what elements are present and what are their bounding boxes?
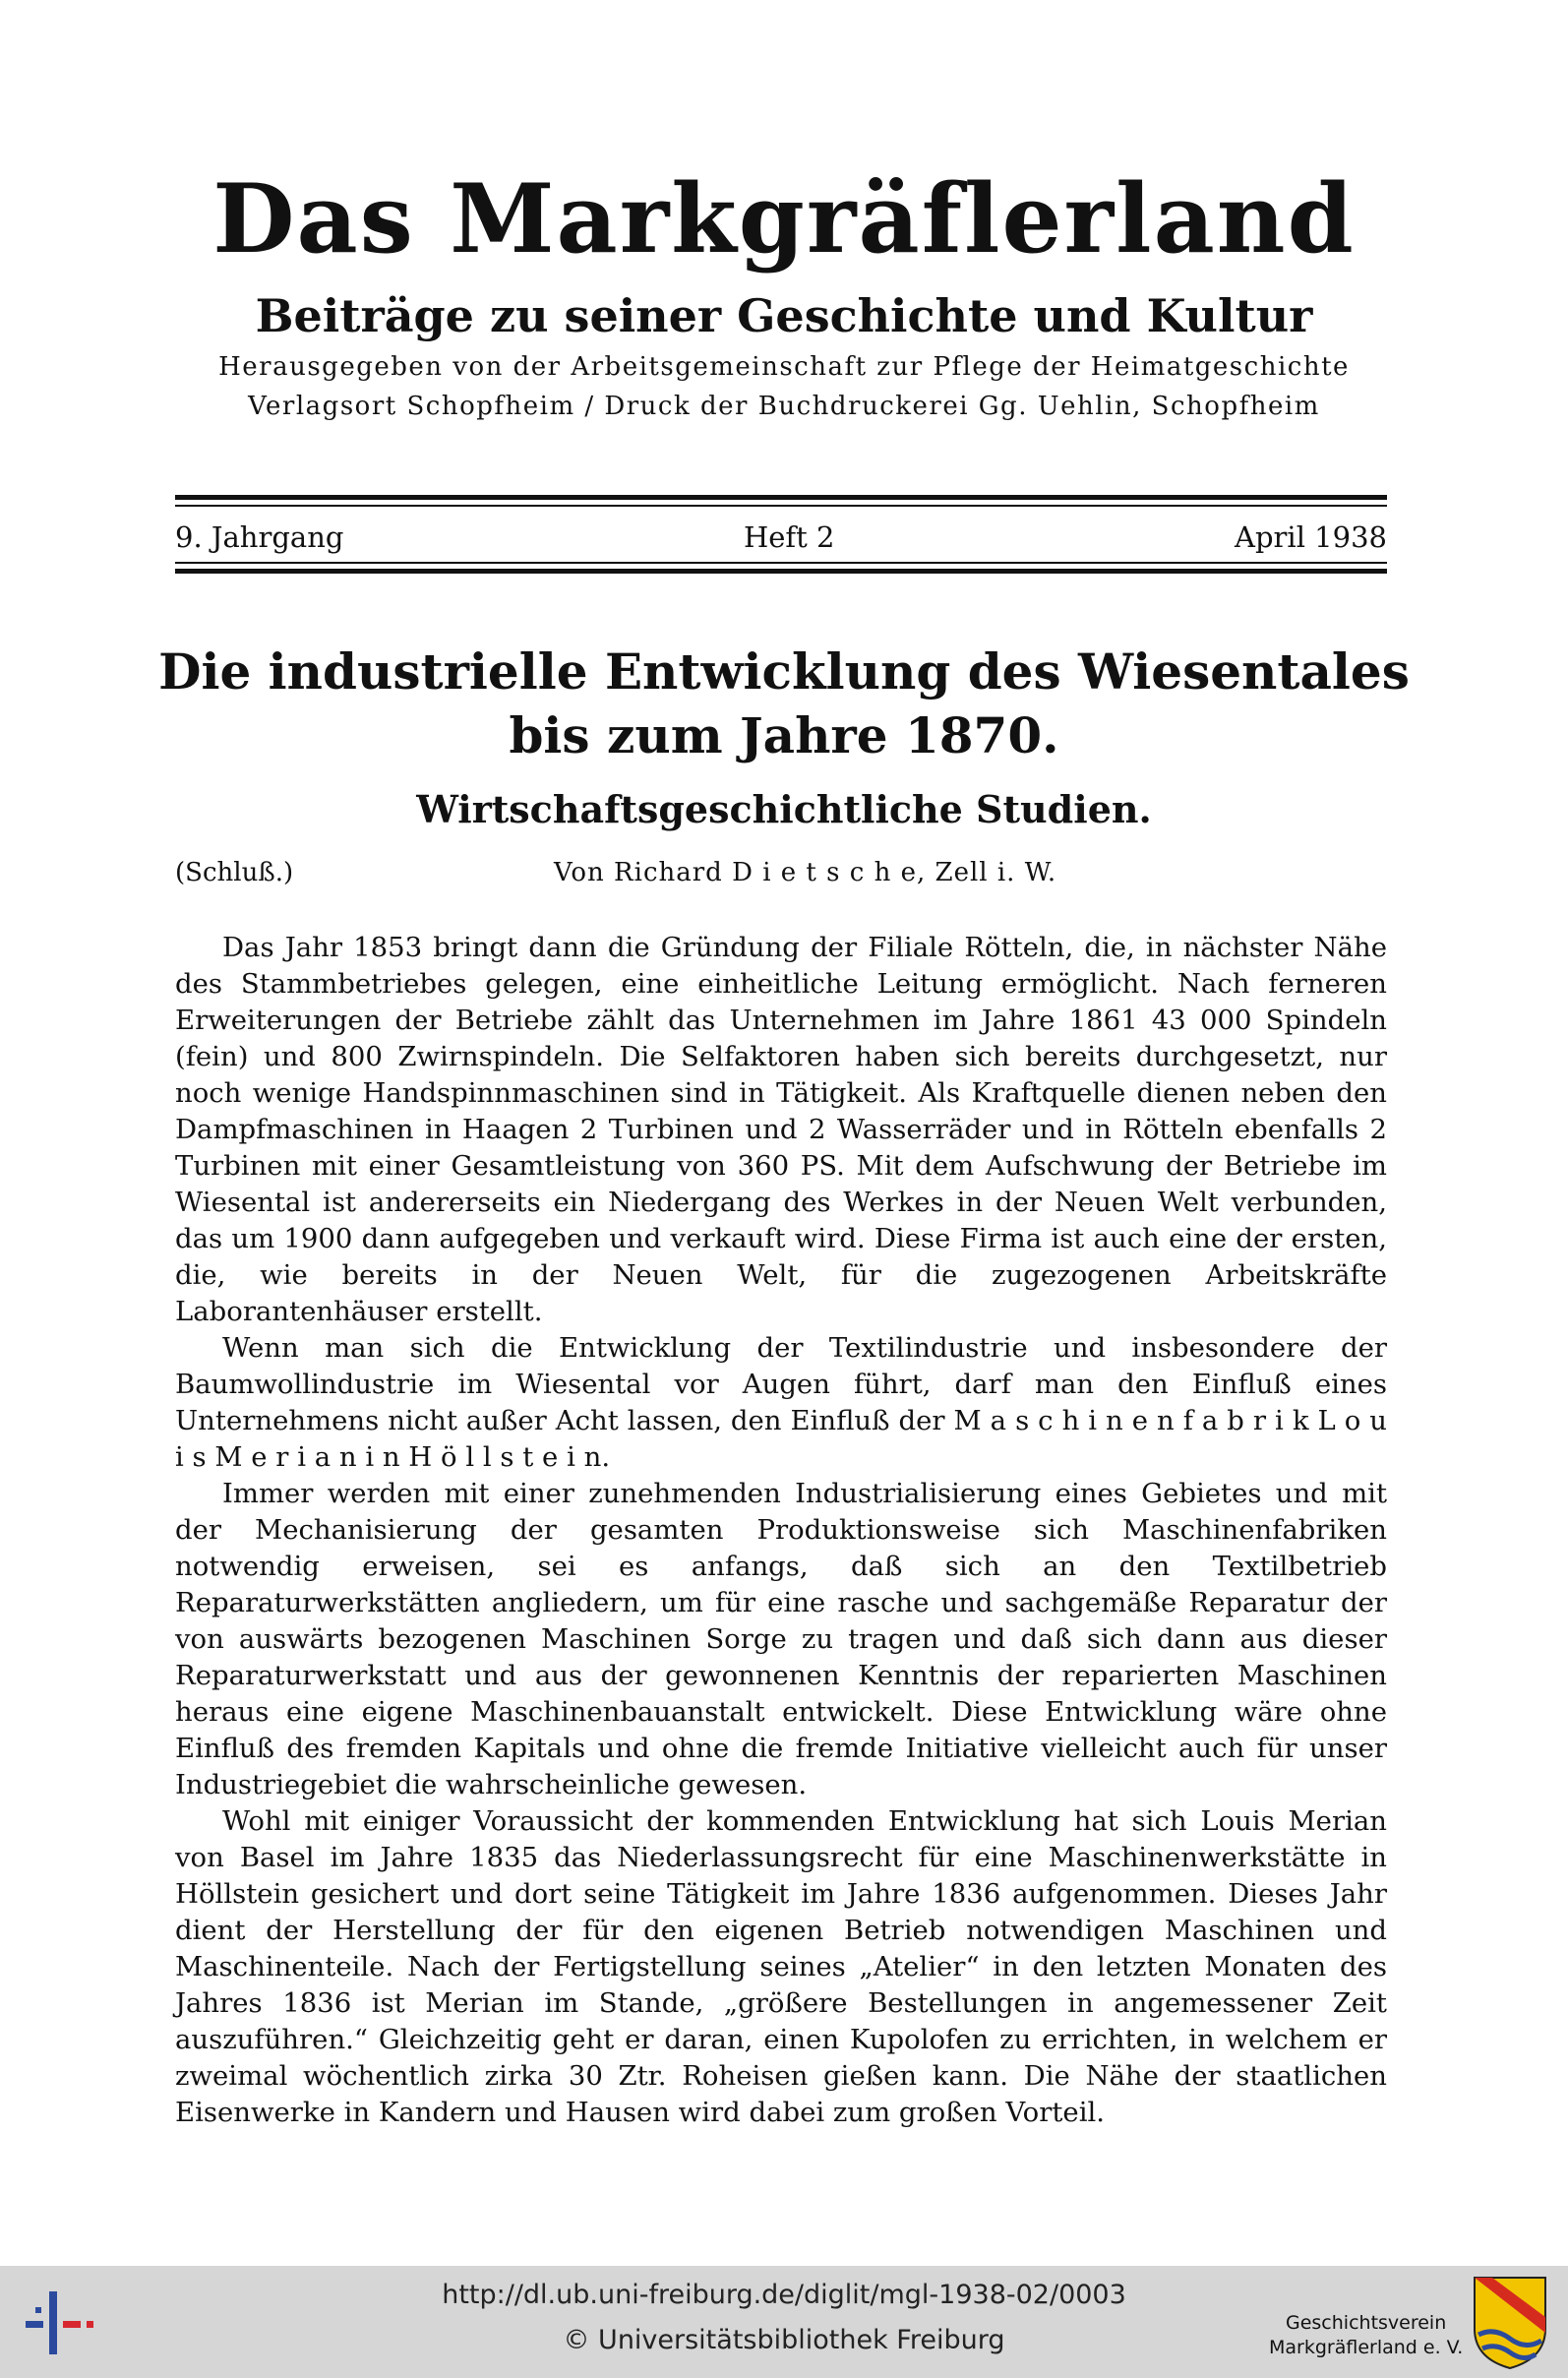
article-subtitle: Wirtschaftsgeschichtliche Studien. xyxy=(416,787,1152,831)
volume-label: 9. Jahrgang xyxy=(175,520,344,554)
article-title xyxy=(0,640,1568,767)
paragraph: Wenn man sich die Entwicklung der Textilindustrie und insbesondere der Baumwollindustrie im Wiesental vor Augen führt, darf man den Einfluß eines Unternehmens nicht außer Acht lassen, den Einfluß der M a s c h i n e n f a b r i k L o u i s M e r i a n i n H ö l l s t e i n. xyxy=(175,1332,1387,1473)
bottom-thick-rule xyxy=(175,569,1387,574)
article-title-line-2: bis zum Jahre 1870. xyxy=(509,706,1059,764)
continuation-note: (Schluß.) xyxy=(175,858,294,887)
society-name-line-2: Markgräflerland e. V. xyxy=(1269,2337,1464,2358)
paragraph: Das Jahr 1853 bringt dann die Gründung der Filiale Rötteln, die, in nächster Nähe des Stammbetriebes gelegen, eine einheitliche Leitung ermöglicht. Nach ferneren Erweiterungen der Betriebe zählt das Unternehmen im Jahre 1861 43 000 Spindeln (fein) und 800 Zwirnspindeln. Die Selfaktoren haben sich bereits durchgesetzt, nur noch wenige Handspinnmaschinen sind in Tätigkeit. Als Kraftquelle dienen neben den Dampfmaschinen in Haagen 2 Turbinen und 2 Wasserräder und in Rötteln ebenfalls 2 Turbinen mit einer Gesamtleistung von 360 PS. Mit dem Aufschwung der Betriebe im Wiesental ist andererseits ein Niedergang des Werkes in der Neuen Welt verbunden, das um 1900 dann aufgegeben und verkauft wird. Diese Firma ist auch eine der ersten, die, wie bereits in der Neuen Welt, für die zugezogenen Arbeitskräfte Laborantenhäuser erstellt. xyxy=(175,932,1387,1327)
copyright-notice: © Universitätsbibliothek Freiburg xyxy=(563,2325,1005,2355)
journal-subtitle: Beiträge zu seiner Geschichte und Kultur xyxy=(255,288,1313,342)
author-byline: Von Richard D i e t s c h e, Zell i. W. xyxy=(554,858,1057,887)
top-thick-rule xyxy=(175,495,1387,500)
publisher-line-2: Verlagsort Schopfheim / Druck der Buchdruckerei Gg. Uehlin, Schopfheim xyxy=(248,391,1320,421)
article-body xyxy=(175,930,1387,2131)
society-name-line-1: Geschichtsverein xyxy=(1286,2312,1447,2334)
bottom-thin-rule xyxy=(175,562,1387,564)
article-title-line-1: Die industrielle Entwicklung des Wiesentales xyxy=(158,642,1410,701)
issue-info-row xyxy=(175,515,1387,560)
publisher-line-1: Herausgegeben von der Arbeitsgemeinschaft zur Pflege der Heimatgeschichte xyxy=(218,351,1350,382)
top-thin-rule xyxy=(175,505,1387,507)
paragraph: Immer werden mit einer zunehmenden Industrialisierung eines Gebietes und mit der Mechanisierung der gesamten Produktionsweise sich Maschinenfabriken notwendig erweisen, sei es anfangs, daß sich an den Textilbetrieb Reparaturwerkstätten angliedern, um für eine rasche und sachgemäße Reparatur der von auswärts bezogenen Maschinen Sorge zu tragen und daß sich dann aus dieser Reparaturwerkstatt und aus der gewonnenen Kenntnis der reparierten Maschinen heraus eine eigene Maschinenbauanstalt entwickelt. Diese Entwicklung wäre ohne Einfluß des fremden Kapitals und ohne die fremde Initiative vielleicht auch für unser Industriegebiet die wahrscheinliche gewesen. xyxy=(175,1478,1387,1800)
masthead xyxy=(0,163,1568,421)
footer-bar xyxy=(0,2266,1568,2378)
society-name xyxy=(1269,2311,1463,2360)
permalink-url[interactable]: http://dl.ub.uni-freiburg.de/diglit/mgl-1938-02/0003 xyxy=(442,2280,1126,2310)
issue-number: Heft 2 xyxy=(743,520,835,554)
journal-title: Das Markgräflerland xyxy=(212,163,1356,274)
paragraph: Wohl mit einiger Voraussicht der kommenden Entwicklung hat sich Louis Merian von Basel im Jahre 1835 das Niederlassungsrecht für eine Maschinenwerkstätte in Höllstein gesichert und dort seine Tätigkeit im Jahre 1836 aufgenommen. Dieses Jahr dient der Herstellung der für den eigenen Betrieb notwendigen Maschinen und Maschinenteile. Nach der Fertigstellung seines „Atelier“ in den letzten Monaten des Jahres 1836 ist Merian im Stande, „größere Bestellungen in angemessener Zeit auszuführen.“ Gleichzeitig geht er daran, einen Kupolofen zu errichten, in welchem er zweimal wöchentlich zirka 30 Ztr. Roheisen gießen kann. Die Nähe der staatlichen Eisenwerke in Kandern und Hausen wird dabei zum großen Vorteil. xyxy=(175,1805,1387,2128)
issue-date: April 1938 xyxy=(1235,520,1387,554)
coat-of-arms-icon xyxy=(1471,2274,1549,2370)
